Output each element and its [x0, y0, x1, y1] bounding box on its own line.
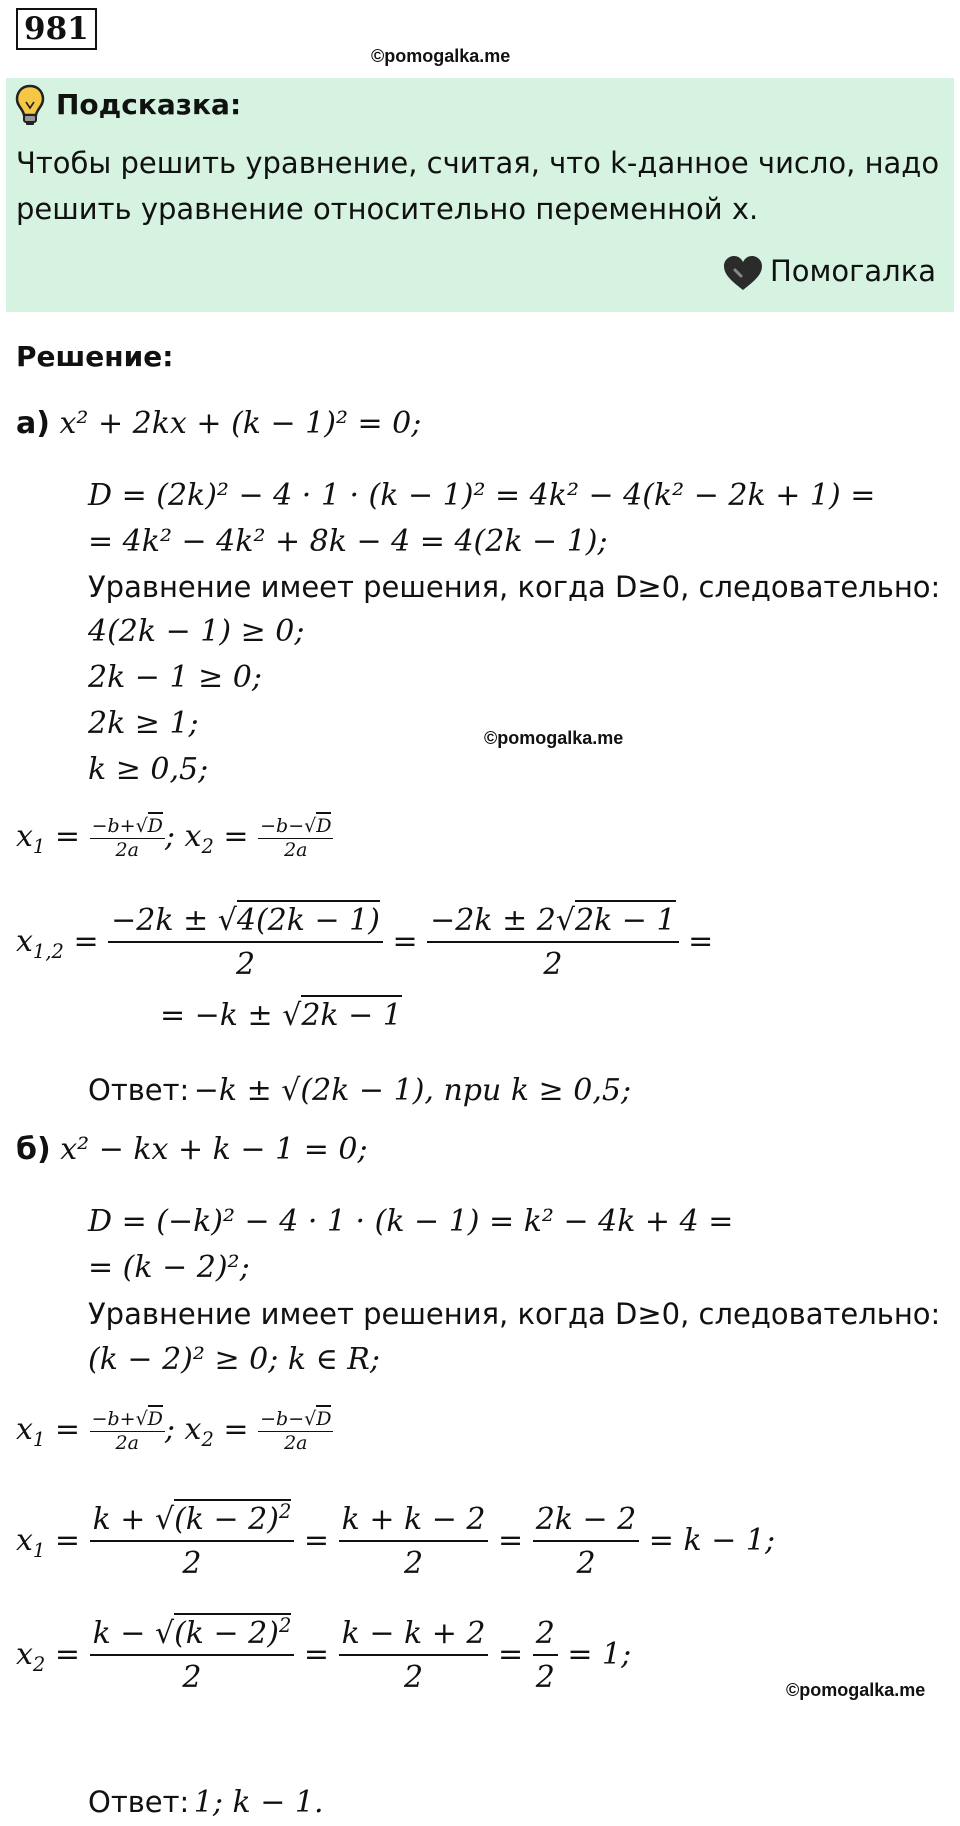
part-b-x1-computation: $x_1$ = $\frac{k + √(k - 2)^2}{2}$ = $\frac{k + k - 2}{2}$ = $\frac{2k - 2}{2}$ = k − 1; [16, 1500, 776, 1581]
b-x1-frac-2: $\frac{k + k - 2}{2}$ [339, 1502, 489, 1582]
part-a-equation: x² + 2kx + (k − 1)² = 0; [59, 406, 422, 441]
b-root1-fraction: $\frac{-b+√D}{2a}$ [90, 1408, 165, 1454]
part-a-roots-computation: $x_{1,2}$ = $\frac{-2k \pm √4(2k - 1)}{2}$ = $\frac{-2k \pm 2√2k - 1}{2}$ = [16, 903, 713, 983]
watermark-middle: ©pomogalka.me [484, 728, 624, 748]
b-x2-frac-3: $\frac{2}{2}$ [533, 1616, 558, 1696]
part-b-equation-row [16, 1132, 368, 1168]
part-b-answer [88, 1784, 324, 1821]
part-a-inequality-4: k ≥ 0,5; [88, 752, 209, 787]
part-a-roots-result: = −k ± √2k − 1 [160, 998, 402, 1034]
b-x1-frac-3: $\frac{2k - 2}{2}$ [533, 1502, 640, 1582]
watermark-top: ©pomogalka.me [371, 46, 511, 66]
watermark-bottom: ©pomogalka.me [786, 1680, 926, 1700]
part-a-inequality-2: 2k − 1 ≥ 0; [88, 660, 262, 695]
part-a-condition-text: Уравнение имеет решения, когда D≥0, следовательно: [88, 570, 941, 604]
lightbulb-icon [14, 84, 46, 131]
part-b-condition-text: Уравнение имеет решения, когда D≥0, следовательно: [88, 1297, 941, 1331]
part-b-equation: x² − kx + k − 1 = 0; [60, 1132, 368, 1167]
part-a-answer [88, 1072, 631, 1109]
b-x2-frac-2: $\frac{k - k + 2}{2}$ [339, 1616, 489, 1696]
part-a-fraction-2: $\frac{-2k \pm 2√2k - 1}{2}$ [427, 903, 678, 983]
b-x2-frac-1: $\frac{k - √(k - 2)^2}{2}$ [90, 1616, 295, 1696]
part-b-x2-computation: $x_2$ = $\frac{k - √(k - 2)^2}{2}$ = $\frac{k - k + 2}{2}$ = $\frac{2}{2}$ = 1; [16, 1614, 632, 1695]
b-x1-frac-1: $\frac{k + √(k - 2)^2}{2}$ [90, 1502, 295, 1582]
heart-icon [722, 254, 764, 297]
part-b-discriminant-line1: D = (−k)² − 4 · 1 · (k − 1) = k² − 4k + 4 = [88, 1204, 734, 1239]
part-a-inequality-1: 4(2k − 1) ≥ 0; [88, 614, 305, 649]
b-root2-fraction: $\frac{-b-√D}{2a}$ [258, 1408, 333, 1454]
part-a-discriminant-line1: D = (2k)² − 4 · 1 · (k − 1)² = 4k² − 4(k² − 2k + 1) = [88, 478, 876, 513]
hint-title: Подсказка: [56, 88, 242, 121]
part-b-condition-math: (k − 2)² ≥ 0; k ∈ R; [88, 1342, 381, 1377]
part-a-label: а) [16, 406, 50, 441]
part-a-answer-math: −k ± √(2k − 1), при k ≥ 0,5; [193, 1073, 632, 1108]
problem-number: 981 [16, 8, 97, 50]
part-a-answer-label: Ответ: [88, 1073, 190, 1107]
part-b-label: б) [16, 1132, 51, 1167]
part-b-answer-math: 1; k − 1. [193, 1785, 324, 1820]
solution-title: Решение: [16, 340, 174, 373]
part-a-discriminant-line2: = 4k² − 4k² + 8k − 4 = 4(2k − 1); [88, 524, 608, 559]
hint-text: Чтобы решить уравнение, считая, что k-данное число, надо решить уравнение относительно переменной x. [16, 146, 940, 226]
part-b-discriminant-line2: = (k − 2)²; [88, 1250, 250, 1285]
part-a-equation-row [16, 406, 421, 442]
part-b-answer-label: Ответ: [88, 1785, 190, 1819]
brand-name: Помогалка [770, 254, 936, 288]
part-a-roots-formula: $x_1$ = $\frac{-b+√D}{2a}$ ; $x_2$ = $\frac{-b-√D}{2a}$ [16, 815, 333, 861]
part-a-fraction-1: $\frac{-2k \pm √4(2k - 1)}{2}$ [108, 903, 383, 983]
root1-fraction: $\frac{-b+√D}{2a}$ [90, 815, 165, 861]
part-b-roots-formula: $x_1$ = $\frac{-b+√D}{2a}$ ; $x_2$ = $\frac{-b-√D}{2a}$ [16, 1408, 333, 1454]
part-a-inequality-3: 2k ≥ 1; [88, 706, 199, 741]
root2-fraction: $\frac{-b-√D}{2a}$ [258, 815, 333, 861]
